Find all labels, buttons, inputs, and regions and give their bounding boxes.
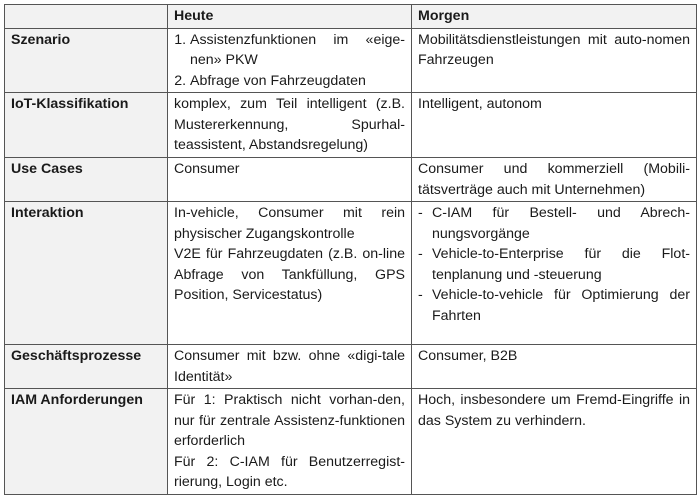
- cell-text: Consumer und kommerziell (Mobili-tätsverträge auch mit Unternehmen): [418, 161, 690, 198]
- cell-use-cases-morgen: [412, 158, 697, 202]
- list-item: [418, 285, 690, 326]
- dash-list: [418, 203, 690, 326]
- list-item: 2. Abfrage von Fahrzeugdaten: [190, 71, 405, 92]
- header-heute: Heute: [168, 5, 412, 29]
- cell-text: V2E für Fahrzeugdaten (z.B. on-line Abfrage von Tankfüllung, GPS Position, Servicestatus): [174, 246, 405, 303]
- cell-text: Consumer mit bzw. ohne «digi-tale Identität»: [174, 348, 405, 385]
- cell-text: Für 1: Praktisch nicht vorhan-den, nur für zentrale Assistenz-funktionen erforderlich: [174, 392, 405, 449]
- cell-szenario-morgen: [412, 28, 697, 93]
- row-label-szenario: Szenario: [5, 28, 168, 93]
- cell-text: Mobilitätsdienstleistungen mit auto-nomen Fahrzeugen: [418, 31, 690, 68]
- cell-text: In-vehicle, Consumer mit rein physischer Zugangskontrolle: [174, 205, 405, 242]
- row-label-geschaeftsprozesse: Geschäftsprozesse: [5, 345, 168, 389]
- header-empty-cell: [5, 5, 168, 29]
- cell-iam-heute: [168, 389, 412, 495]
- cell-use-cases-heute: [168, 158, 412, 202]
- table-row: [5, 389, 697, 495]
- cell-interaktion-heute: [168, 202, 412, 345]
- table-row: [5, 93, 697, 158]
- list-item: [418, 203, 690, 244]
- cell-text: komplex, zum Teil intelligent (z.B. Mustererkennung, Spurhal-teassistent, Abstandsregelung): [174, 96, 405, 153]
- dash-marker: -: [418, 246, 423, 262]
- cell-iot-morgen: [412, 93, 697, 158]
- list-item-text: Vehicle-to-Enterprise für die Flot-tenplanung und -steuerung: [432, 246, 690, 283]
- list-item-text: C-IAM für Bestell- und Abrech-nungsvorgänge: [432, 205, 690, 242]
- cell-iam-morgen: [412, 389, 697, 495]
- row-label-iot-klassifikation: IoT-Klassifikation: [5, 93, 168, 158]
- table-row: [5, 158, 697, 202]
- dash-marker: -: [418, 287, 423, 303]
- row-label-interaktion: Interaktion: [5, 202, 168, 345]
- cell-interaktion-morgen: [412, 202, 697, 345]
- cell-szenario-heute: [168, 28, 412, 93]
- row-label-use-cases: Use Cases: [5, 158, 168, 202]
- row-label-iam-anforderungen: IAM Anforderungen: [5, 389, 168, 495]
- list-item: [418, 244, 690, 285]
- cell-geschaeftsprozesse-morgen: [412, 345, 697, 389]
- dash-marker: -: [418, 205, 423, 221]
- cell-text: Consumer: [174, 161, 240, 177]
- numbered-list: [174, 30, 405, 92]
- cell-geschaeftsprozesse-heute: [168, 345, 412, 389]
- table-row: [5, 345, 697, 389]
- cell-text: Intelligent, autonom: [418, 96, 542, 112]
- cell-text: Hoch, insbesondere um Fremd-Eingriffe in das System zu verhindern.: [418, 392, 690, 429]
- list-item: 1. Assistenzfunktionen im «eige-nen» PKW: [190, 30, 405, 71]
- cell-iot-heute: [168, 93, 412, 158]
- list-item-text: Vehicle-to-vehicle für Optimierung der Fahrten: [432, 287, 690, 324]
- cell-text: Für 2: C-IAM für Benutzerregist-rierung, Login etc.: [174, 453, 405, 490]
- table-row: [5, 202, 697, 345]
- comparison-table: [4, 4, 697, 495]
- cell-text: Consumer, B2B: [418, 348, 518, 364]
- table-row: [5, 28, 697, 93]
- header-row: [5, 5, 697, 29]
- header-morgen: Morgen: [412, 5, 697, 29]
